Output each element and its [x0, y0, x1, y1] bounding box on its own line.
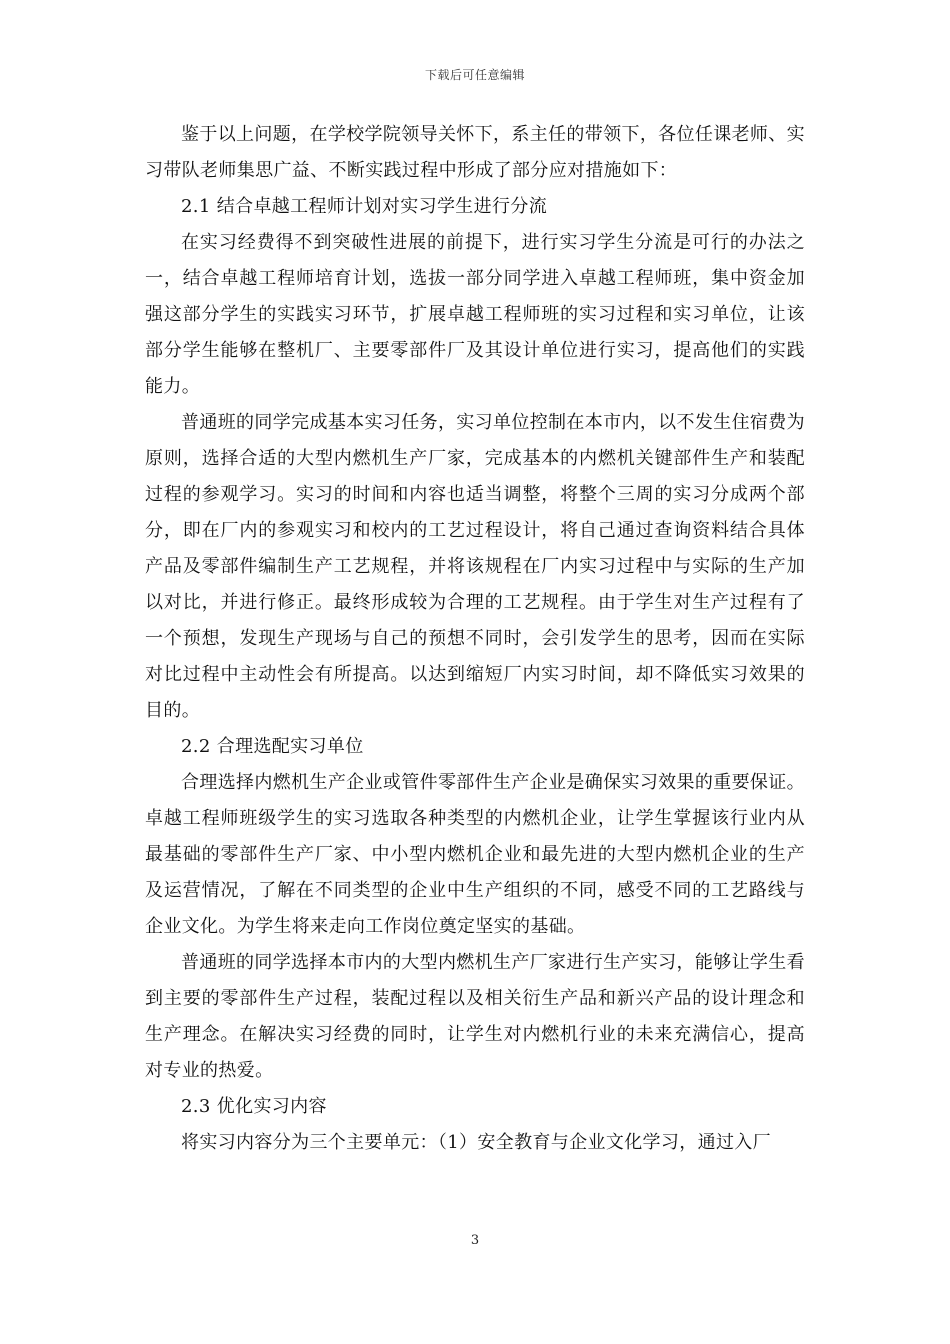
section-heading-2-2: 2.2 合理选配实习单位	[181, 736, 364, 757]
page-number: 3	[470, 1233, 480, 1248]
paragraph-intro: 鉴于以上问题，在学校学院领导关怀下，系主任的带领下，各位任课老师、实习带队老师集思广益、不断实践过程中形成了部分应对措施如下：	[145, 124, 805, 181]
paragraph-2-1-a: 在实习经费得不到突破性进展的前提下，进行实习学生分流是可行的办法之一，结合卓越工程师培育计划，选拔一部分同学进入卓越工程师班，集中资金加强这部分学生的实践实习环节，扩展卓越工程师班的实习过程和实习单位，让该部分学生能够在整机厂、主要零部件厂及其设计单位进行实习，提高他们的实践能力。	[145, 232, 805, 397]
section-heading-2-1: 2.1 结合卓越工程师计划对实习学生进行分流	[181, 196, 548, 217]
document-body	[145, 117, 805, 1161]
page-header: 下载后可任意编辑	[424, 68, 525, 82]
paragraph-2-3-a: 将实习内容分为三个主要单元：（1）安全教育与企业文化学习，通过入厂	[181, 1132, 771, 1153]
paragraph-2-2-b: 普通班的同学选择本市内的大型内燃机生产厂家进行生产实习，能够让学生看到主要的零部件生产过程，装配过程以及相关衍生产品和新兴产品的设计理念和生产理念。在解决实习经费的同时，让学生对内燃机行业的未来充满信心，提高对专业的热爱。	[145, 952, 805, 1081]
paragraph-2-1-b: 普通班的同学完成基本实习任务，实习单位控制在本市内，以不发生住宿费为原则，选择合适的大型内燃机生产厂家，完成基本的内燃机关键部件生产和装配过程的参观学习。实习的时间和内容也适当调整，将整个三周的实习分成两个部分，即在厂内的参观实习和校内的工艺过程设计，将自己通过查询资料结合具体产品及零部件编制生产工艺规程，并将该规程在厂内实习过程中与实际的生产加以对比，并进行修正。最终形成较为合理的工艺规程。由于学生对生产过程有了一个预想，发现生产现场与自己的预想不同时，会引发学生的思考，因而在实际对比过程中主动性会有所提高。以达到缩短厂内实习时间，却不降低实习效果的目的。	[145, 412, 805, 721]
section-heading-2-3: 2.3 优化实习内容	[181, 1096, 327, 1117]
paragraph-2-2-a: 合理选择内燃机生产企业或管件零部件生产企业是确保实习效果的重要保证。卓越工程师班级学生的实习选取各种类型的内燃机企业，让学生掌握该行业内从最基础的零部件生产厂家、中小型内燃机企业和最先进的大型内燃机企业的生产及运营情况，了解在不同类型的企业中生产组织的不同，感受不同的工艺路线与企业文化。为学生将来走向工作岗位奠定坚实的基础。	[145, 772, 805, 937]
